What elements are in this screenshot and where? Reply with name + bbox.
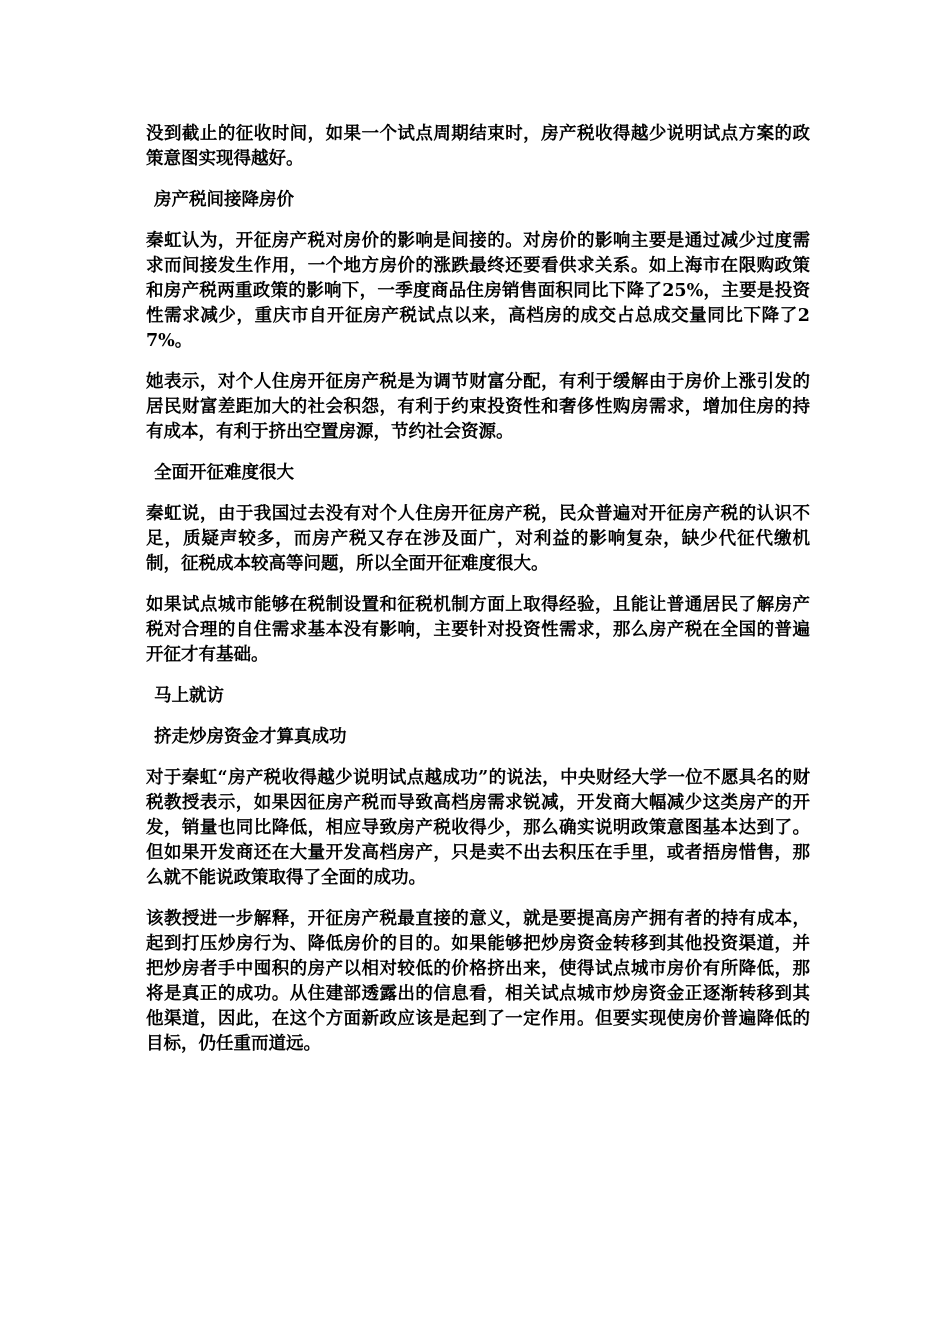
paragraph-purpose: 她表示，对个人住房开征房产税是为调节财富分配，有利于缓解由于房价上涨引发的居民财富差距加大的社会积怨，有利于约束投资性和奢侈性购房需求，增加住房的持有成本，有利于挤出空置房源，节约社会资源。 — [146, 372, 810, 442]
paragraph-difficulty-reasons: 秦虹说，由于我国过去没有对个人住房开征房产税，民众普遍对开征房产税的认识不足，质疑声较多，而房产税又存在涉及面广，对利益的影响复杂，缺少代征代缴机制，征税成本较高等问题，所以全面开征难度很大。 — [146, 504, 810, 574]
article-body — [146, 122, 810, 1073]
section-heading-true-success: 挤走炒房资金才算真成功 — [154, 727, 347, 747]
section-heading-interview: 马上就访 — [154, 686, 224, 706]
paragraph-professor-explanation: 该教授进一步解释，开征房产税最直接的意义，就是要提高房产拥有者的持有成本，起到打压炒房行为、降低房价的目的。如果能够把炒房资金转移到其他投资渠道，并把炒房者手中囤积的房产以相对较低的价格挤出来，使得试点城市房价有所降低，那将是真正的成功。从住建部透露出的信息看，相关试点城市炒房资金正逐渐转移到其他渠道，因此，在这个方面新政应该是起到了一定作用。但要实现使房价普遍降低的目标，仍任重而道远。 — [146, 909, 810, 1054]
section-heading-difficulty: 全面开征难度很大 — [154, 463, 294, 483]
paragraph-qin-hong-view: 秦虹认为，开征房产税对房价的影响是间接的。对房价的影响主要是通过减少过度需求而间接发生作用，一个地方房价的涨跌最终还要看供求关系。如上海市在限购政策和房产税两重政策的影响下，一季度商品住房销售面积同比下降了25%，主要是投资性需求减少，重庆市自开征房产税试点以来，高档房的成交占总成交量同比下降了27%。 — [146, 231, 810, 351]
paragraph-pilot-experience: 如果试点城市能够在税制设置和征税机制方面上取得经验，且能让普通居民了解房产税对合理的自住需求基本没有影响，主要针对投资性需求，那么房产税在全国的普遍开征才有基础。 — [146, 595, 810, 665]
section-heading-indirect-effect: 房产税间接降房价 — [154, 190, 294, 210]
paragraph-professor-view: 对于秦虹“房产税收得越少说明试点越成功”的说法，中央财经大学一位不愿具名的财税教授表示，如果因征房产税而导致高档房需求锐减，开发商大幅减少这类房产的开发，销量也同比降低，相应导致房产税收得少，那么确实说明政策意图基本达到了。但如果开发商还在大量开发高档房产，只是卖不出去积压在手里，或者捂房惜售，那么就不能说政策取得了全面的成功。 — [146, 768, 810, 888]
paragraph-intro-end: 没到截止的征收时间，如果一个试点周期结束时，房产税收得越少说明试点方案的政策意图实现得越好。 — [146, 124, 810, 169]
